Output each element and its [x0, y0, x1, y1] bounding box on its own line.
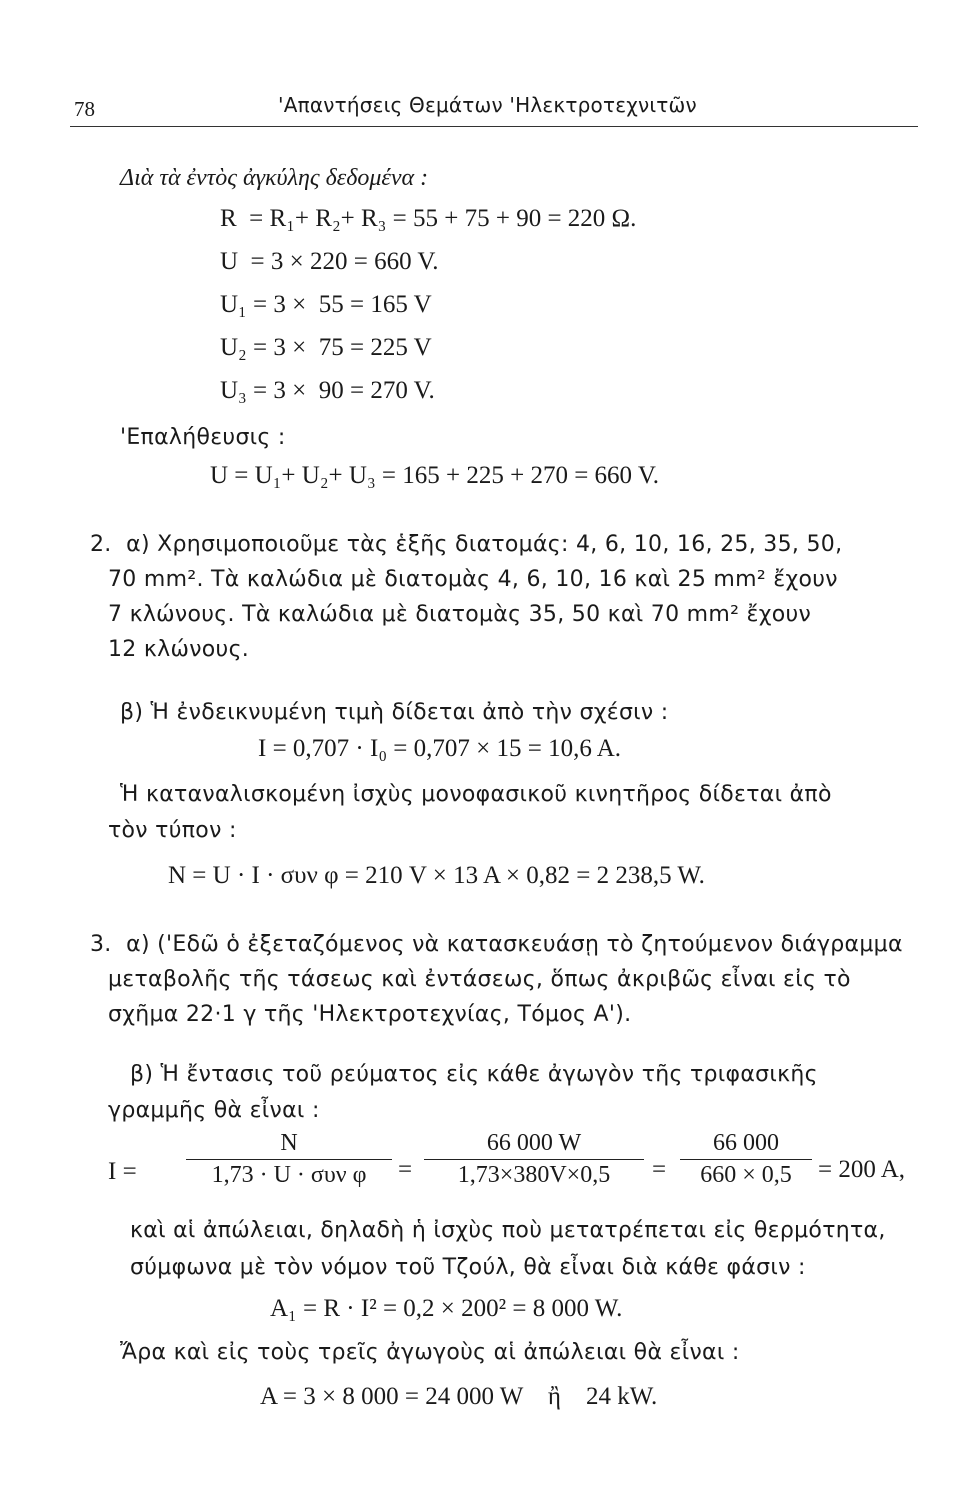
s3-b-line-1: β) Ἡ ἔντασις τοῦ ρεύματος εἰς κάθε ἀγωγὸν τῆς τριφασικῆς — [130, 1062, 818, 1087]
s2-a-line-4: 12 κλώνους. — [108, 637, 250, 662]
s3-a-line-1: 3. α) ('Εδῶ ὁ ἐξεταζόμενος νὰ κατασκευάσῃ τὸ ζητούμενον διάγραμμα — [90, 932, 903, 957]
fraction-1-numerator: N — [280, 1130, 298, 1156]
fraction-2 — [424, 1128, 644, 1190]
formula-result: = 200 A, — [818, 1156, 906, 1183]
s3-a-line-2: μεταβολῆς τῆς τάσεως καὶ ἐντάσεως, ὅπως ἀκριβῶς εἶναι εἰς τὸ — [108, 967, 851, 992]
s3-loss-line-1: καὶ αἱ ἀπώλειαι, δηλαδὴ ἡ ἰσχὺς ποὺ μετατρέπεται εἰς θερμότητα, — [130, 1218, 886, 1243]
s3-a-line-3: σχῆμα 22·1 γ τῆς 'Ηλεκτροτεχνίας, Τόμος Α'). — [108, 1002, 632, 1027]
s2-power-line-1: Ἡ καταναλισκομένη ἰσχὺς μονοφασικοῦ κινητῆρος δίδεται ἀπὸ — [120, 782, 832, 807]
s3-b-line-2: γραμμῆς θὰ εἶναι : — [108, 1098, 320, 1123]
fraction-2-denominator: 1,73×380V×0,5 — [457, 1162, 611, 1188]
fraction-2-numerator: 66 000 W — [486, 1130, 582, 1156]
eq-r-total: R = R₁+ R₂+ R₃ = 55 + 75 + 90 = 220 Ω. — [220, 205, 637, 232]
s2-a-line-3: 7 κλώνους. Τὰ καλώδια μὲ διατομὰς 35, 50 καὶ 70 mm² ἔχουν — [108, 602, 812, 627]
s2-a-line-2: 70 mm². Τὰ καλώδια μὲ διατομὰς 4, 6, 10, 16 καὶ 25 mm² ἔχουν — [108, 567, 838, 592]
fraction-1-denominator: 1,73 · U · συν φ — [211, 1162, 367, 1188]
s3-total-line: Ἄρα καὶ εἰς τοὺς τρεῖς ἀγωγοὺς αἱ ἀπώλειαι θὰ εἶναι : — [120, 1340, 740, 1365]
formula-lhs: I = — [108, 1158, 137, 1185]
verification-label: 'Επαλήθευσις : — [120, 425, 286, 450]
fraction-3-denominator: 660 × 0,5 — [700, 1162, 792, 1188]
s2-a-line-1: 2. α) Χρησιμοποιοῦμε τὰς ἑξῆς διατομάς: 4, 6, 10, 16, 25, 35, 50, — [90, 532, 843, 557]
eq-u1: U₁ = 3 × 55 = 165 V — [220, 291, 432, 318]
eq-u2: U₂ = 3 × 75 = 225 V — [220, 334, 432, 361]
header-rule — [70, 126, 918, 127]
section1-heading: Διὰ τὰ ἐντὸς ἀγκύλης δεδομένα : — [120, 165, 429, 191]
s2-b-line: β) Ἡ ἐνδεικνυμένη τιμὴ δίδεται ἀπὸ τὴν σχέσιν : — [120, 700, 669, 725]
fraction-3-numerator: 66 000 — [713, 1130, 779, 1156]
formula-equals-2: = — [652, 1156, 667, 1183]
page-number: 78 — [74, 97, 95, 121]
fraction-1 — [186, 1128, 392, 1190]
eq-u-total: U = 3 × 220 = 660 V. — [220, 248, 439, 275]
verification-eq: U = U₁+ U₂+ U₃ = 165 + 225 + 270 = 660 V. — [210, 462, 659, 489]
formula-equals-1: = — [398, 1156, 413, 1183]
s3-total-eq: A = 3 × 8 000 = 24 000 W ἢ 24 kW. — [260, 1383, 658, 1410]
eq-u3: U₃ = 3 × 90 = 270 V. — [220, 377, 435, 404]
s2-b-eq: I = 0,707 · I₀ = 0,707 × 15 = 10,6 A. — [258, 735, 622, 762]
running-title: 'Απαντήσεις Θεμάτων 'Ηλεκτροτεχνιτῶν — [278, 93, 697, 117]
fraction-3 — [680, 1128, 812, 1190]
s3-loss-line-2: σύμφωνα μὲ τὸν νόμον τοῦ Τζούλ, θὰ εἶναι διὰ κάθε φάσιν : — [130, 1255, 806, 1280]
s2-power-line-2: τὸν τύπον : — [108, 818, 237, 843]
s3-loss-eq: A₁ = R · I² = 0,2 × 200² = 8 000 W. — [270, 1295, 623, 1322]
s2-power-eq: N = U · I · συν φ = 210 V × 13 A × 0,82 = 2 238,5 W. — [168, 862, 705, 889]
